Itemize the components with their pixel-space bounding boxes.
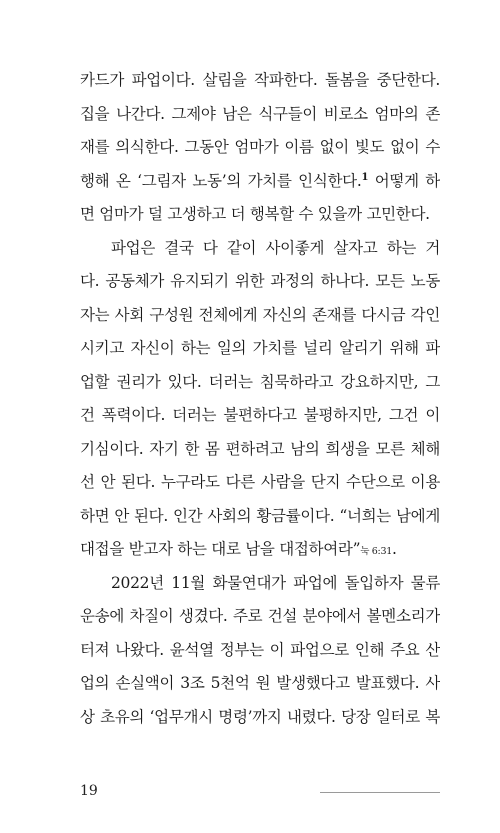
text-line: 선 안 된다. 누구라도 다른 사람을 단지 수단으로 이용 xyxy=(80,473,440,491)
footer-rule xyxy=(320,792,440,793)
text-line: 다. 공동체가 유지되기 위한 과정의 하나다. 모든 노동 xyxy=(80,272,440,290)
text-line: 파업은 결국 다 같이 사이좋게 살자고 하는 거 xyxy=(111,238,440,257)
text-line: 하면 안 된다. 인간 사회의 황금률이다. “너희는 남에게 xyxy=(80,506,440,525)
page-number: 19 xyxy=(80,783,98,799)
scripture-reference: 눅 6:31 xyxy=(360,546,392,557)
text-line: 2022년 11월 화물연대가 파업에 돌입하자 물류 xyxy=(111,573,440,592)
text-line: 업의 손실액이 3조 5천억 원 발생했다고 발표했다. 사 xyxy=(80,674,440,692)
text-line: 건 폭력이다. 더러는 불편하다고 불평하지만, 그건 이 xyxy=(80,406,440,424)
text-line: 상 초유의 ‘업무개시 명령’까지 내렸다. 당장 일터로 복 xyxy=(80,707,440,726)
text-line: 운송에 차질이 생겼다. 주로 건설 분야에서 볼멘소리가 xyxy=(80,607,440,625)
text-segment: 대접을 받고자 하는 대로 남을 대접하여라” xyxy=(80,540,361,558)
text-line: 시키고 자신이 하는 일의 가치를 널리 알리기 위해 파 xyxy=(80,339,440,357)
text-line: 집을 나간다. 그제야 남은 식구들이 비로소 엄마의 존 xyxy=(80,104,440,123)
text-line: 자는 사회 구성원 전체에게 자신의 존재를 다시금 각인 xyxy=(80,305,440,324)
text-line: 업할 권리가 있다. 더러는 침묵하라고 강요하지만, 그 xyxy=(80,372,440,391)
body-text xyxy=(80,64,440,734)
text-line xyxy=(80,533,440,567)
text-segment: 행해 온 ‘그림자 노동’의 가치를 인식한다. xyxy=(80,171,362,190)
text-line: 재를 의식한다. 그동안 엄마가 이름 없이 빛도 없이 수 xyxy=(80,138,440,156)
text-line xyxy=(80,165,440,199)
text-segment: 어떻게 하 xyxy=(368,171,440,190)
text-segment: . xyxy=(391,540,397,558)
text-line: 카드가 파업이다. 살림을 작파한다. 돌봄을 중단한다. xyxy=(80,71,440,89)
text-line: 기심이다. 자기 한 몸 편하려고 남의 희생을 모른 체해 xyxy=(80,439,440,458)
footnote-marker[interactable]: 1 xyxy=(361,171,369,183)
text-line: 면 엄마가 덜 고생하고 더 행복할 수 있을까 고민한다. xyxy=(80,205,430,223)
text-line: 터져 나왔다. 윤석열 정부는 이 파업으로 인해 주요 산 xyxy=(80,640,440,659)
